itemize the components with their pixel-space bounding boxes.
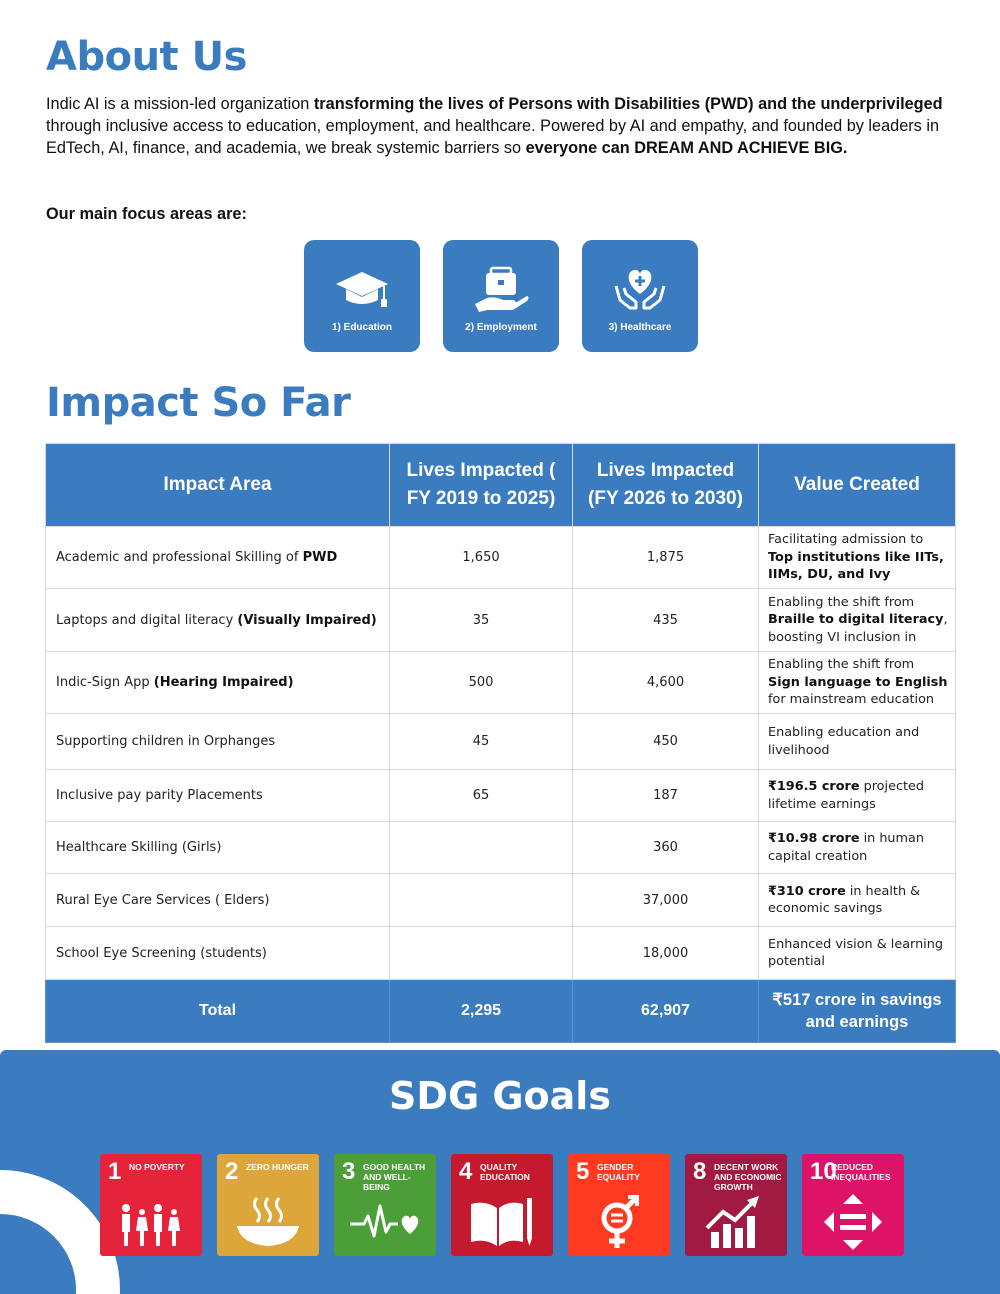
sdg-tile-10: 10 REDUCED INEQUALITIES (802, 1154, 904, 1256)
impact-area-cell: Inclusive pay parity Placements (46, 770, 390, 822)
total-value: ₹517 crore in savings and earnings (759, 980, 956, 1043)
focus-label-education: 1) Education (331, 322, 392, 333)
sdg-tile-2: 2 ZERO HUNGER (217, 1154, 319, 1256)
impact-table (45, 443, 956, 1043)
lives-2026-cell: 435 (573, 589, 759, 652)
lives-2019-cell: 65 (390, 770, 573, 822)
impact-area-cell: Indic-Sign App (Hearing Impaired) (46, 652, 390, 714)
lives-2019-cell: 500 (390, 652, 573, 714)
focus-card-healthcare (582, 240, 698, 352)
value-cell: Enhanced vision & learning potential (759, 927, 956, 980)
total-lives-2019: 2,295 (390, 980, 573, 1043)
table-row (46, 822, 956, 874)
focus-card-education (304, 240, 420, 352)
total-lives-2026: 62,907 (573, 980, 759, 1043)
lives-2026-cell: 450 (573, 714, 759, 770)
sdg-tile-1: 1 NO POVERTY (100, 1154, 202, 1256)
gender-equality-icon (584, 1194, 654, 1250)
book-pencil-icon (467, 1194, 537, 1250)
lives-2019-cell: 45 (390, 714, 573, 770)
focus-areas (304, 240, 698, 352)
impact-area-cell: Supporting children in Orphanges (46, 714, 390, 770)
table-row (46, 589, 956, 652)
lives-2026-cell: 187 (573, 770, 759, 822)
impact-area-cell: Academic and professional Skilling of PWD (46, 527, 390, 589)
lives-2019-cell: 1,650 (390, 527, 573, 589)
header-lives-2026-2030: Lives Impacted (FY 2026 to 2030) (573, 444, 759, 527)
lives-2019-cell (390, 874, 573, 927)
about-title: About Us (46, 34, 247, 80)
impact-area-cell: Rural Eye Care Services ( Elders) (46, 874, 390, 927)
lives-2026-cell: 37,000 (573, 874, 759, 927)
value-cell: Facilitating admission to Top institutions like IITs, IIMs, DU, and Ivy (759, 527, 956, 589)
impact-title: Impact So Far (46, 380, 351, 426)
header-value-created: Value Created (759, 444, 956, 527)
sdg-tile-5: 5 GENDER EQUALITY (568, 1154, 670, 1256)
table-row (46, 874, 956, 927)
table-row (46, 927, 956, 980)
sdg-goals (100, 1154, 904, 1256)
heart-hands-icon (612, 264, 668, 314)
lives-2026-cell: 360 (573, 822, 759, 874)
focus-label: Our main focus areas are: (46, 205, 247, 223)
lives-2019-cell (390, 822, 573, 874)
header-impact-area: Impact Area (46, 444, 390, 527)
table-total-row (46, 980, 956, 1043)
heartbeat-icon (350, 1194, 420, 1250)
briefcase-hand-icon (473, 264, 529, 314)
graduation-cap-icon (334, 264, 390, 314)
lives-2019-cell (390, 927, 573, 980)
focus-label-employment: 2) Employment (465, 322, 537, 333)
value-cell: ₹310 crore in health & economic savings (759, 874, 956, 927)
value-cell: ₹10.98 crore in human capital creation (759, 822, 956, 874)
lives-2019-cell: 35 (390, 589, 573, 652)
table-row (46, 770, 956, 822)
table-header-row (46, 444, 956, 527)
sdg-tile-8: 8 DECENT WORK AND ECONOMIC GROWTH (685, 1154, 787, 1256)
table-row (46, 652, 956, 714)
lives-2026-cell: 18,000 (573, 927, 759, 980)
intro-paragraph: Indic AI is a mission-led organization transforming the lives of Persons with Disabilities (PWD) and the underprivileged through inclusive access to education, employment, and healthcare. Powered by AI and empathy, and founded by leaders in EdTech, AI, finance, and academia, we break systemic barriers so everyone can DREAM AND ACHIEVE BIG. (46, 95, 943, 157)
family-icon (116, 1194, 186, 1250)
lives-2026-cell: 1,875 (573, 527, 759, 589)
table-row (46, 714, 956, 770)
reduced-inequalities-icon (818, 1194, 888, 1250)
bowl-icon (233, 1194, 303, 1250)
impact-area-cell: Laptops and digital literacy (Visually Impaired) (46, 589, 390, 652)
header-lives-2019-2025: Lives Impacted ( FY 2019 to 2025) (390, 444, 573, 527)
growth-chart-icon (701, 1194, 771, 1250)
focus-label-healthcare: 3) Healthcare (608, 322, 672, 333)
value-cell: Enabling education and livelihood (759, 714, 956, 770)
value-cell: Enabling the shift from Braille to digital literacy, boosting VI inclusion in (759, 589, 956, 652)
focus-card-employment (443, 240, 559, 352)
impact-area-cell: School Eye Screening (students) (46, 927, 390, 980)
lives-2026-cell: 4,600 (573, 652, 759, 714)
value-cell: Enabling the shift from Sign language to English for mainstream education (759, 652, 956, 714)
value-cell: ₹196.5 crore projected lifetime earnings (759, 770, 956, 822)
sdg-title: SDG Goals (389, 1074, 611, 1118)
total-label: Total (46, 980, 390, 1043)
sdg-tile-4: 4 QUALITY EDUCATION (451, 1154, 553, 1256)
table-row (46, 527, 956, 589)
sdg-tile-3: 3 GOOD HEALTH AND WELL-BEING (334, 1154, 436, 1256)
impact-area-cell: Healthcare Skilling (Girls) (46, 822, 390, 874)
